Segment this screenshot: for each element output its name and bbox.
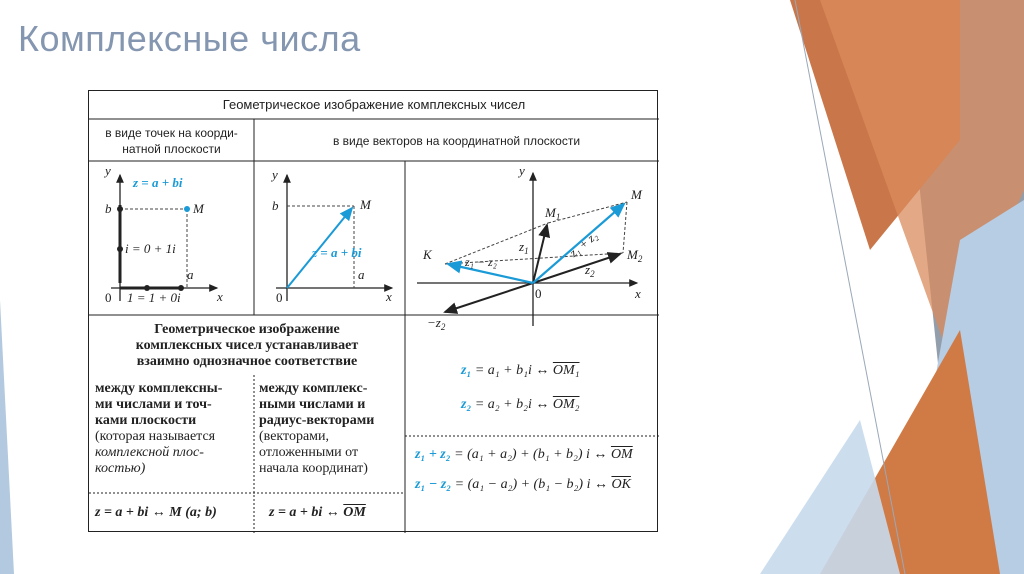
mid-col-line4: (векторами,	[259, 429, 330, 444]
formula-z2	[461, 397, 580, 413]
f2-mid: = a₂ + b₂i ↔	[471, 397, 553, 412]
formula-z1	[461, 363, 580, 379]
info-table	[88, 90, 658, 532]
mid-col-formula	[269, 505, 366, 521]
formula-diff	[415, 477, 631, 493]
f3-mid: = (a₁ + a₂) + (b₁ + b₂) i ↔	[450, 447, 611, 462]
d1-point-i	[117, 246, 123, 252]
mid-col-line1: между комплекс-	[259, 381, 368, 396]
d3-label-M: M	[631, 187, 642, 202]
d1-point-M	[184, 206, 190, 212]
f3-left: z₁ + z₂	[415, 447, 451, 462]
f2-right: OM₂	[552, 397, 580, 412]
left-col-line1: между комплексны-	[95, 381, 223, 396]
correspondence-line2: комплексных чисел устанавливает	[135, 338, 359, 353]
d1-label-M: M	[193, 201, 204, 216]
left-col-line4: (которая называется	[95, 429, 216, 444]
mid-col-line2: ными числами и	[259, 397, 366, 412]
left-col-line6: костью)	[95, 461, 146, 476]
bg-lightblue-left	[0, 300, 14, 574]
d1-label-b: b	[105, 201, 112, 216]
d3-vector-neg-z2	[445, 283, 533, 312]
correspondence-line3: взаимно однозначное соответствие	[136, 354, 358, 369]
left-col-line3: ками плоскости	[95, 413, 197, 428]
d3-label-z2: $z_2$	[585, 262, 595, 279]
left-col-formula	[95, 505, 217, 521]
col2-header: в виде векторов на координатной плоскости	[332, 134, 581, 148]
d3-label-sum: z₁ + z₂	[566, 228, 601, 260]
mid-formula-arrow: ↔	[325, 505, 340, 520]
mid-col-line3: радиус-векторами	[259, 413, 375, 428]
diagram-points	[89, 161, 254, 315]
d2-label-x: x	[386, 289, 392, 304]
correspondence-line1: Геометрическое изображение	[154, 322, 340, 337]
formula-sum	[415, 447, 633, 463]
d1-label-x: x	[217, 289, 223, 304]
left-formula-arrow: ↔	[151, 505, 166, 520]
f1-left: z₁	[461, 363, 472, 378]
d1-point-b	[117, 206, 123, 212]
f1-mid: = a₁ + b₁i ↔	[471, 363, 553, 378]
d1-label-i: i = 0 + 1i	[125, 241, 176, 256]
d3-label-y: y	[519, 163, 525, 178]
d2-label-b: b	[272, 198, 279, 213]
diagram-sum-diff	[405, 161, 659, 436]
col1-header-line1: в виде точек на коорди-	[105, 126, 238, 140]
mid-col-line5: отложенными от	[259, 445, 359, 460]
d3-label-K: K	[423, 247, 432, 262]
d3-vector-z1	[533, 225, 547, 283]
d3-label-M1: $M_1$	[545, 205, 561, 222]
d2-label-zero: 0	[276, 290, 283, 305]
d1-label-a: a	[187, 267, 194, 282]
d2-label-M: M	[360, 197, 371, 212]
left-col-line5: комплексной плос-	[95, 445, 204, 460]
table-header: Геометрическое изображение комплексных чисел	[222, 97, 526, 112]
d3-label-x: x	[635, 286, 641, 301]
f2-left: z₂	[461, 397, 472, 412]
col1-header-line2: натной плоскости	[122, 142, 221, 156]
d2-label-a: a	[358, 267, 365, 282]
d1-formula: z = a + bi	[133, 175, 183, 190]
f1-right: OM₁	[552, 363, 580, 378]
d3-label-neg-z2: $-z_2$	[427, 315, 446, 332]
d1-label-y: y	[105, 163, 111, 178]
d3-label-diff: z₁ − z₂	[465, 255, 497, 269]
left-formula-ab: (a; b)	[185, 505, 217, 520]
bg-lightblue-bottom	[760, 420, 900, 574]
f4-left: z₁ − z₂	[415, 477, 452, 492]
d1-label-one: 1 = 1 + 0i	[127, 290, 181, 305]
diagram-vector	[254, 161, 405, 315]
mid-formula-z: z = a + bi	[269, 505, 323, 520]
f4-right: $\overline{OK}$	[611, 477, 631, 492]
mid-col-line6: начала координат)	[259, 461, 368, 476]
mid-formula-OM: $\overline{OM}$	[343, 505, 366, 520]
d3-label-z1: $z_1$	[519, 239, 529, 256]
slide-title: Комплексные числа	[18, 18, 361, 59]
d1-label-zero: 0	[105, 290, 112, 305]
left-col-line2: ми числами и точ-	[95, 397, 212, 412]
d2-formula: z = a + bi	[312, 245, 362, 260]
left-formula-z: z = a + bi	[95, 505, 149, 520]
d3-label-zero: 0	[535, 286, 542, 301]
d3-label-M2: $M_2$	[627, 247, 643, 264]
f4-mid: = (a₁ − a₂) + (b₁ − b₂) i ↔	[451, 477, 612, 492]
left-formula-M: M	[169, 505, 182, 520]
d2-label-y: y	[272, 167, 278, 182]
f3-right: $\overline{OM}$	[610, 447, 633, 462]
